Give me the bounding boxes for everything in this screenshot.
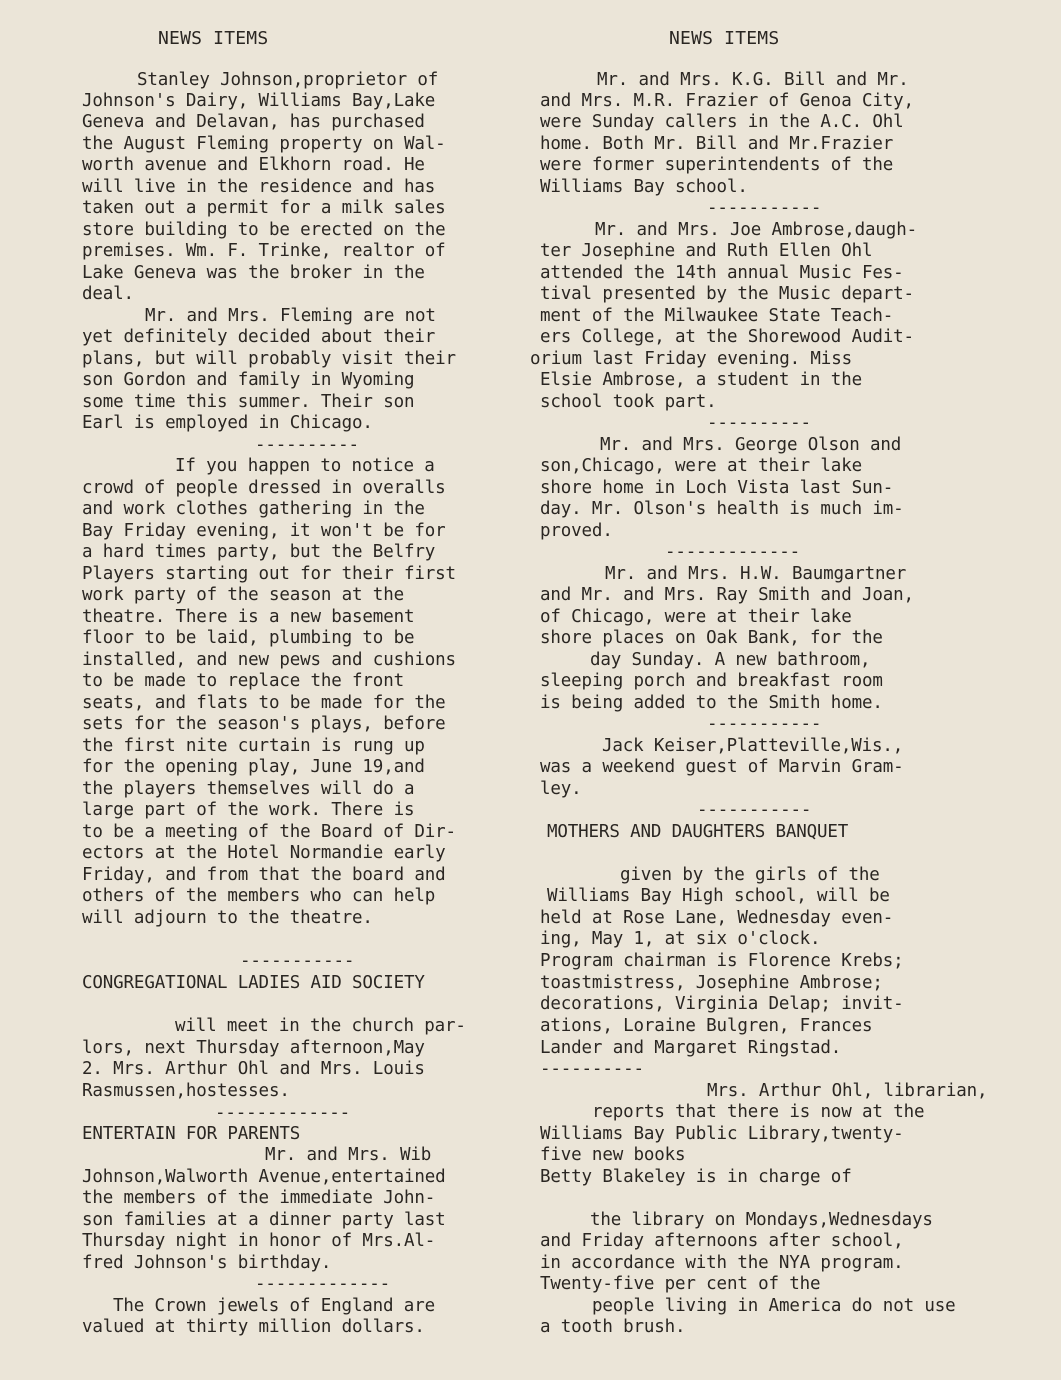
left-column-text-line: If you happen to notice a (175, 456, 435, 476)
right-column-text-line: reports that there is now at the (592, 1102, 925, 1122)
right-column-text-line: Mr. and Mrs. Joe Ambrose,daugh- (595, 220, 917, 240)
left-column-divider: ------------- (255, 1274, 391, 1294)
right-column-divider: ---------- (707, 413, 811, 433)
right-column-text-line: Williams Bay Public Library,twenty- (540, 1124, 904, 1144)
right-column-text-line: toastmistress, Josephine Ambrose; (540, 973, 883, 993)
right-column-text-line: tival presented by the Music depart- (540, 284, 914, 304)
right-column-text-line: ations, Loraine Bulgren, Frances (540, 1016, 873, 1036)
right-column-text-line: ter Josephine and Ruth Ellen Ohl (540, 241, 873, 261)
right-column-text-line: shore home in Loch Vista last Sun- (540, 478, 894, 498)
right-column-text-line: Mrs. Arthur Ohl, librarian, (707, 1081, 988, 1101)
left-column-text-line: to be made to replace the front (82, 671, 404, 691)
right-column-text-line: ers College, at the Shorewood Audit- (540, 327, 914, 347)
left-column-text-line: fred Johnson's birthday. (82, 1253, 332, 1273)
right-column-text-line: Jack Keiser,Platteville,Wis., (602, 736, 904, 756)
right-column-text-line: the library on Mondays,Wednesdays (590, 1210, 933, 1230)
right-column-text-line: were Sunday callers in the A.C. Ohl (540, 112, 904, 132)
right-column-text-line: Program chairman is Florence Krebs; (540, 951, 904, 971)
right-column-text-line: son,Chicago, were at their lake (540, 456, 862, 476)
left-column-text-line: Geneva and Delavan, has purchased (82, 112, 425, 132)
right-column-text-line: Twenty-five per cent of the (540, 1274, 821, 1294)
left-column-text-line: the members of the immediate John- (82, 1188, 436, 1208)
left-column-text-line: 2. Mrs. Arthur Ohl and Mrs. Louis (82, 1059, 425, 1079)
right-column-text-line: were former superintendents of the (540, 155, 894, 175)
left-column-text-line: the first nite curtain is rung up (82, 736, 425, 756)
right-column-text-line: school took part. (540, 392, 717, 412)
left-column-text-line: Mr. and Mrs. Wib (265, 1145, 432, 1165)
left-column-text-line: to be a meeting of the Board of Dir- (82, 822, 456, 842)
left-column-text-line: Thursday night in honor of Mrs.Al- (82, 1231, 436, 1251)
left-column-text-line: Friday, and from that the board and (82, 865, 446, 885)
right-column-text-line: in accordance with the NYA program. (540, 1253, 904, 1273)
left-column-text-line: store building to be erected on the (82, 220, 446, 240)
right-column-text-line: Mr. and Mrs. H.W. Baumgartner (605, 564, 907, 584)
left-column-text-line: deal. (82, 284, 134, 304)
left-column-text-line: ectors at the Hotel Normandie early (82, 843, 446, 863)
right-column-text-line: ley. (540, 779, 582, 799)
right-column-divider: ------------- (665, 542, 801, 562)
right-column-divider: ---------- (540, 1059, 644, 1079)
left-column-text-line: The Crown jewels of England are (113, 1296, 435, 1316)
left-column-text-line: son Gordon and family in Wyoming (82, 370, 415, 390)
left-column-divider: ----------- (240, 951, 355, 971)
left-column-text-line: premises. Wm. F. Trinke, realtor of (82, 241, 446, 261)
right-column-text-line: Mr. and Mrs. George Olson and (600, 435, 902, 455)
right-column-text-line: is being added to the Smith home. (540, 693, 883, 713)
right-column-text-line: Mr. and Mrs. K.G. Bill and Mr. (597, 70, 909, 90)
right-column-text-line: day. Mr. Olson's health is much im- (540, 499, 904, 519)
left-column-text-line: taken out a permit for a milk sales (82, 198, 446, 218)
right-column-text-line: day Sunday. A new bathroom, (590, 650, 871, 670)
left-column-text-line: will live in the residence and has (82, 177, 436, 197)
left-column-text-line: sets for the season's plays, before (82, 714, 446, 734)
left-column-text-line: seats, and flats to be made for the (82, 693, 446, 713)
right-column-text-line: five new books (540, 1145, 686, 1165)
left-column-text-line: Johnson's Dairy, Williams Bay,Lake (82, 91, 436, 111)
right-column-text-line: and Friday afternoons after school, (540, 1231, 904, 1251)
right-column-divider: ----------- (707, 714, 822, 734)
left-column-text-line: crowd of people dressed in overalls (82, 478, 446, 498)
left-column-text-line: work party of the season at the (82, 585, 404, 605)
left-column-text-line: large part of the work. There is (82, 800, 415, 820)
left-column-text-line: Earl is employed in Chicago. (82, 413, 373, 433)
left-column-text-line: will adjourn to the theatre. (82, 908, 373, 928)
left-column-text-line: son families at a dinner party last (82, 1210, 446, 1230)
right-column-text-line: Williams Bay High school, will be (547, 886, 890, 906)
right-column-text-line: and Mrs. M.R. Frazier of Genoa City, (540, 91, 914, 111)
left-column-text-line: installed, and new pews and cushions (82, 650, 456, 670)
right-column-text-line: of Chicago, were at their lake (540, 607, 852, 627)
left-column-text-line: Players starting out for their first (82, 564, 456, 584)
left-column-text-line: some time this summer. Their son (82, 392, 415, 412)
right-column-text-line: Elsie Ambrose, a student in the (540, 370, 862, 390)
left-column-text-line: will meet in the church par- (175, 1016, 466, 1036)
left-column-text-line: the August Fleming property on Wal- (82, 134, 446, 154)
left-column-divider: ---------- (255, 435, 359, 455)
right-column-divider: ----------- (697, 800, 812, 820)
left-column-text-line: plans, but will probably visit their (82, 349, 456, 369)
right-column-text-line: a tooth brush. (540, 1317, 686, 1337)
left-column-text-line: Bay Friday evening, it won't be for (82, 521, 446, 541)
left-column-text-line: ENTERTAIN FOR PARENTS (82, 1124, 301, 1144)
right-column-text-line: MOTHERS AND DAUGHTERS BANQUET (547, 822, 849, 842)
left-column-text-line: floor to be laid, plumbing to be (82, 628, 415, 648)
right-column-text-line: given by the girls of the (620, 865, 880, 885)
left-column-text-line: Stanley Johnson,proprietor of (137, 70, 439, 90)
right-column-text-line: attended the 14th annual Music Fes- (540, 263, 904, 283)
left-column-text-line: CONGREGATIONAL LADIES AID SOCIETY (82, 973, 425, 993)
left-column-text-line: Mr. and Mrs. Fleming are not (145, 306, 436, 326)
right-column-text-line: sleeping porch and breakfast room (540, 671, 883, 691)
left-column-text-line: yet definitely decided about their (82, 327, 436, 347)
left-column-text-line: others of the members who can help (82, 886, 436, 906)
right-column-text-line: held at Rose Lane, Wednesday even- (540, 908, 894, 928)
left-column-text-line: Johnson,Walworth Avenue,entertained (82, 1167, 446, 1187)
right-column-text-line: Lander and Margaret Ringstad. (540, 1038, 842, 1058)
right-column-text-line: decorations, Virginia Delap; invit- (540, 994, 904, 1014)
left-column-text-line: a hard times party, but the Belfry (82, 542, 436, 562)
left-column-text-line: Rasmussen,hostesses. (82, 1081, 290, 1101)
left-column-text-line: worth avenue and Elkhorn road. He (82, 155, 425, 175)
left-column-text-line: and work clothes gathering in the (82, 499, 425, 519)
left-column-header: NEWS ITEMS (158, 28, 269, 49)
right-column-text-line: people living in America do not use (592, 1296, 956, 1316)
left-column-text-line: for the opening play, June 19,and (82, 757, 425, 777)
right-column-text-line: home. Both Mr. Bill and Mr.Frazier (540, 134, 894, 154)
right-column-text-line: Betty Blakeley is in charge of (540, 1167, 852, 1187)
right-column-divider: ----------- (707, 198, 822, 218)
left-column-text-line: lors, next Thursday afternoon,May (82, 1038, 425, 1058)
left-column-divider: ------------- (215, 1103, 351, 1123)
right-column-text-line: proved. (540, 521, 613, 541)
right-column-text-line: Williams Bay school. (540, 177, 748, 197)
right-column-header: NEWS ITEMS (669, 28, 780, 49)
left-column-text-line: Lake Geneva was the broker in the (82, 263, 425, 283)
right-column-text-line: shore places on Oak Bank, for the (540, 628, 883, 648)
right-column-text-line: ment of the Milwaukee State Teach- (540, 306, 894, 326)
right-column-text-line: was a weekend guest of Marvin Gram- (540, 757, 904, 777)
left-column-text-line: theatre. There is a new basement (82, 607, 415, 627)
right-column-text-line: and Mr. and Mrs. Ray Smith and Joan, (540, 585, 914, 605)
right-column-text-line: orium last Friday evening. Miss (530, 349, 852, 369)
right-column-text-line: ing, May 1, at six o'clock. (540, 929, 821, 949)
left-column-text-line: valued at thirty million dollars. (82, 1317, 425, 1337)
left-column-text-line: the players themselves will do a (82, 779, 415, 799)
